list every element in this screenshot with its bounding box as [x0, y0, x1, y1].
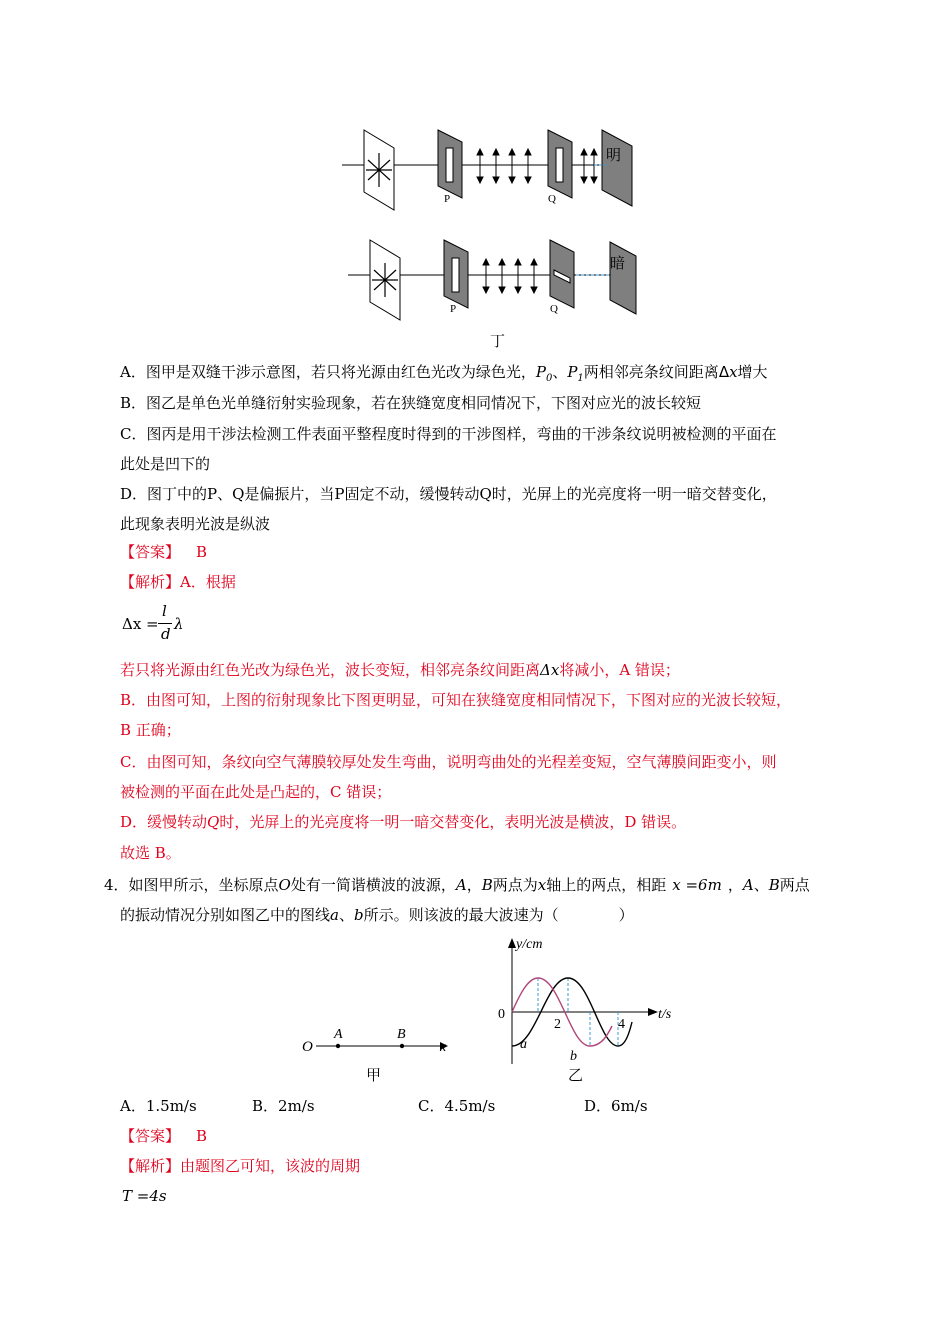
option-b: B．图乙是单色光单缝衍射实验现象，若在狭缝宽度相同情况下，下图对应光的波长较短	[120, 394, 702, 412]
label-q-top: Q	[548, 193, 556, 205]
point-b	[400, 1044, 404, 1048]
q4-analysis: 【解析】由题图乙可知，该波的周期	[120, 1157, 361, 1175]
tick-4: 4	[618, 1017, 625, 1032]
analysis-b-line1: B．由图可知，上图的衍射现象比下图更明显，可知在狭缝宽度相同情况下，下图对应的光波长较短，	[120, 691, 792, 709]
q4-stem-line1: 4．如图甲所示，坐标原点O处有一简谐横波的波源，A，B两点为x轴上的两点，相距 x =6m ，A、B两点	[104, 876, 810, 894]
option-d-line1: D．图丁中的P、Q是偏振片，当P固定不动，缓慢转动Q时，光屏上的光亮度将一明一暗交替变化，	[120, 485, 777, 503]
q4-option-b: B．2m/s	[252, 1097, 315, 1115]
polarizer-setup-top	[342, 130, 632, 210]
q4-answer: 【答案】 B	[120, 1127, 208, 1145]
q4-period: T =4s	[122, 1187, 167, 1205]
analysis-conclusion: 故选 B。	[120, 844, 181, 862]
tick-2: 2	[554, 1017, 561, 1032]
figure-ding	[330, 120, 650, 350]
origin-label: O	[302, 1039, 313, 1055]
figure-jia-caption: 甲	[366, 1068, 382, 1084]
figure-jia	[300, 1020, 460, 1090]
svg-text:A: A	[334, 1027, 343, 1042]
svg-text:0: 0	[498, 1007, 505, 1022]
option-c-line1: C．图丙是用干涉法检测工件表面平整程度时得到的干涉图样，弯曲的干涉条纹说明被检测的平面在	[120, 425, 777, 443]
label-p-bottom: P	[450, 303, 457, 315]
curve-b-label: b	[570, 1049, 577, 1064]
figure-yi	[490, 930, 690, 1085]
screen-label-bright: 明	[606, 148, 622, 164]
option-c-line2: 此处是凹下的	[120, 455, 211, 473]
analysis-c-line2: 被检测的平面在此处是凸起的，C 错误；	[120, 783, 392, 801]
curve-a-label: a	[520, 1037, 527, 1052]
figure-yi-caption: 乙	[568, 1068, 584, 1084]
polarizer-setup-bottom	[348, 240, 636, 320]
q3-answer: 【答案】 B	[120, 543, 208, 561]
screen-label-dark: 暗	[610, 256, 626, 272]
figure-ding-caption: 丁	[490, 334, 506, 350]
y-axis-label: y/cm	[516, 937, 543, 952]
analysis-c-line1: C．由图可知，条纹向空气薄膜较厚处发生弯曲，说明弯曲处的光程差变短，空气薄膜间距变小，则	[120, 753, 777, 771]
analysis-d: D．缓慢转动Q时，光屏上的光亮度将一明一暗交替变化，表明光波是横波，D 错误。	[120, 813, 687, 831]
analysis-b-line2: B 正确；	[120, 721, 181, 739]
label-q-bottom: Q	[550, 303, 558, 315]
analysis-a: 若只将光源由红色光改为绿色光，波长变短，相邻亮条纹间距离Δx将减小，A 错误；	[120, 661, 680, 679]
q4-stem-line2: 的振动情况分别如图乙中的图线a、b所示。则该波的最大波速为（ ）	[120, 906, 634, 924]
point-a	[336, 1044, 340, 1048]
q4-option-d: D．6m/s	[584, 1097, 648, 1115]
label-p-top: P	[444, 193, 451, 205]
svg-text:x: x	[440, 1040, 447, 1055]
q3-analysis-intro: 【解析】A．根据	[120, 573, 236, 591]
q4-option-a: A．1.5m/s	[120, 1097, 197, 1115]
svg-text:B: B	[397, 1027, 406, 1042]
option-d-line2: 此现象表明光波是纵波	[120, 515, 271, 533]
x-axis-label: t/s	[658, 1007, 672, 1022]
option-a: A．图甲是双缝干涉示意图，若只将光源由红色光改为绿色光，$P_0$、$P_1$两相邻亮条纹间距离Δx增大	[120, 363, 768, 384]
q4-option-c: C．4.5m/s	[418, 1097, 496, 1115]
